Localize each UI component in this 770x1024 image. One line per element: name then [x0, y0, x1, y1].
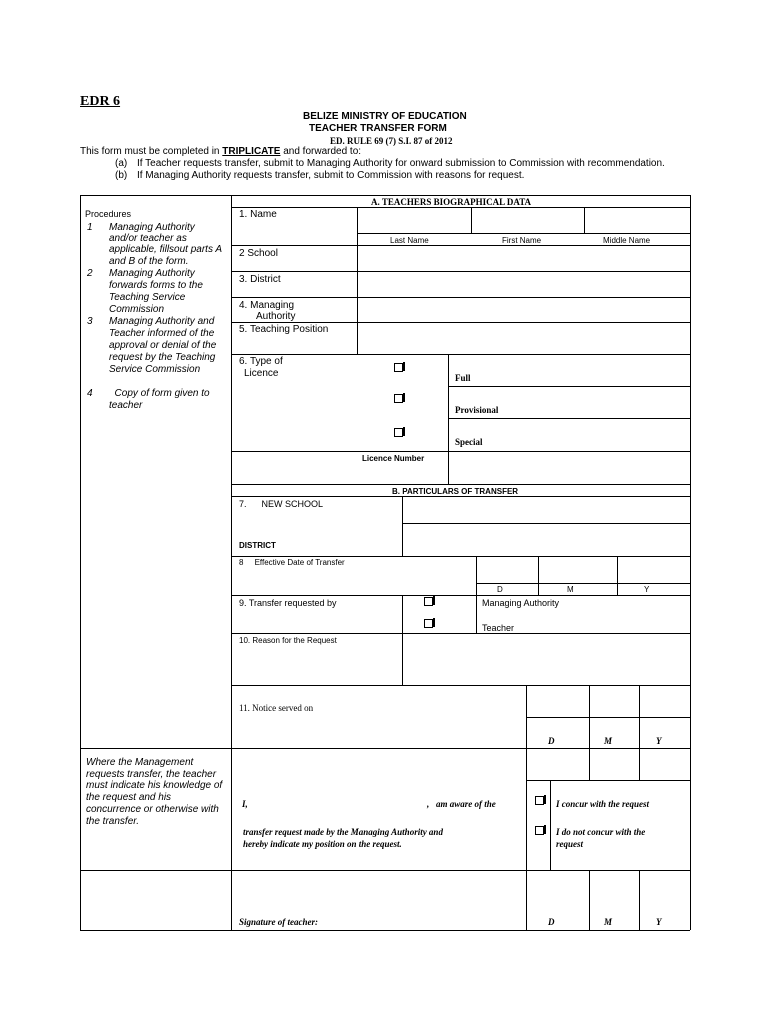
notice-month-caption: M [604, 736, 613, 746]
procedure-line: Commission [109, 304, 165, 315]
procedure-line: teacher [109, 400, 143, 411]
effective-year-field[interactable] [618, 557, 689, 582]
teacher-signature-field[interactable] [232, 871, 525, 915]
signature-day-caption: D [548, 917, 555, 927]
licence-full-checkbox[interactable] [394, 363, 403, 372]
signature-month-caption: M [604, 917, 613, 927]
intro-triplicate: TRIPLICATE [222, 146, 281, 157]
effective-date-label: 8 Effective Date of Transfer [239, 558, 345, 567]
effective-month-field[interactable] [539, 557, 616, 582]
licence-full-label: Full [455, 373, 471, 383]
section-b-heading: B. PARTICULARS OF TRANSFER [392, 487, 519, 496]
district-label: 3. District [239, 274, 281, 285]
procedure-line: and B of the form. [109, 256, 189, 267]
notice-day-field[interactable] [527, 686, 588, 716]
notice-month-field[interactable] [590, 686, 638, 716]
middle-name-label: Middle Name [603, 236, 651, 245]
requested-by-managing-checkbox[interactable] [424, 597, 433, 606]
procedure-line: request by the Teaching [109, 352, 216, 363]
intro-post: and forwarded to: [280, 146, 362, 157]
procedure-number: 3 [87, 316, 93, 327]
procedure-line: Managing Authority [109, 222, 195, 233]
licence-special-checkbox[interactable] [394, 428, 403, 437]
notice-label: 11. Notice served on [239, 703, 314, 713]
licence-type-label-2: Licence [244, 368, 279, 379]
procedure-line: approval or denial of the [109, 340, 217, 351]
middle-name-field[interactable] [585, 208, 689, 232]
procedure-line: Teaching Service [109, 292, 186, 303]
item-a-text: If Teacher requests transfer, submit to Managing Authority for onward submission to Commission with recommendation. [137, 158, 665, 169]
name-label: 1. Name [239, 209, 277, 220]
managing-authority-label: 4. Managing [239, 300, 295, 311]
concur-checkbox[interactable] [535, 796, 544, 805]
first-name-field[interactable] [472, 208, 583, 232]
intro-pre: This form must be completed in [80, 146, 223, 157]
note-line: requests transfer, the teacher [86, 769, 217, 780]
new-district-label: DISTRICT [239, 541, 276, 550]
school-field[interactable] [358, 246, 689, 270]
reason-label: 10. Reason for the Request [239, 636, 337, 645]
statement-line-2: transfer request made by the Managing Authority and [243, 827, 443, 837]
licence-number-field[interactable] [449, 452, 689, 483]
procedure-number: 1 [87, 222, 93, 233]
intro-text [80, 146, 361, 158]
teacher-name-field[interactable] [256, 796, 424, 810]
first-name-label: First Name [502, 236, 542, 245]
licence-provisional-checkbox[interactable] [394, 394, 403, 403]
procedure-line: Managing Authority and [109, 316, 215, 327]
procedure-line: Copy of form given to [109, 388, 210, 399]
effective-year-caption: Y [644, 585, 650, 594]
not-concur-checkbox[interactable] [535, 826, 544, 835]
procedure-line: and/or teacher as [109, 233, 187, 244]
not-concur-label: I do not concur with the [556, 827, 646, 837]
item-b-text: If Managing Authority requests transfer, submit to Commission with reasons for request. [137, 170, 525, 181]
last-name-field[interactable] [358, 208, 470, 232]
not-concur-label-2: request [556, 839, 583, 849]
signature-year-caption: Y [656, 917, 662, 927]
item-b-marker: (b) [115, 170, 128, 181]
form-code: EDR 6 [80, 94, 121, 109]
last-name-label: Last Name [390, 236, 429, 245]
notice-year-caption: Y [656, 736, 662, 746]
note-line: must indicate his knowledge of [86, 780, 223, 791]
licence-number-label: Licence Number [362, 454, 425, 463]
managing-authority-field[interactable] [358, 298, 689, 321]
reason-field[interactable] [403, 634, 689, 684]
new-district-field[interactable] [403, 524, 689, 555]
requested-by-label: 9. Transfer requested by [239, 598, 337, 608]
licence-special-label: Special [455, 437, 483, 447]
new-school-field[interactable] [403, 497, 689, 522]
school-label: 2 School [239, 248, 278, 259]
item-a-marker: (a) [115, 158, 128, 169]
teaching-position-label: 5. Teaching Position [239, 324, 329, 335]
note-line: Where the Management [86, 757, 194, 768]
ministry-title: BELIZE MINISTRY OF EDUCATION [303, 111, 467, 122]
requested-by-managing-label: Managing Authority [482, 598, 560, 608]
section-a-heading: A. TEACHERS BIOGRAPHICAL DATA [371, 197, 532, 207]
effective-day-caption: D [497, 585, 503, 594]
procedure-line: Service Commission [109, 364, 201, 375]
licence-provisional-label: Provisional [455, 405, 499, 415]
procedures-heading: Procedures [85, 209, 132, 219]
statement-aware: , am aware of the [427, 799, 496, 809]
teaching-position-field[interactable] [358, 323, 689, 353]
ed-rule: ED. RULE 69 (7) S.I. 87 of 2012 [330, 136, 453, 146]
requested-by-teacher-label: Teacher [482, 623, 515, 633]
concur-label: I concur with the request [556, 799, 650, 809]
note-line: the request and his [86, 792, 172, 803]
procedure-number: 2 [87, 268, 93, 279]
signature-label: Signature of teacher: [239, 917, 319, 927]
form-title: TEACHER TRANSFER FORM [309, 123, 447, 134]
requested-by-teacher-checkbox[interactable] [424, 619, 433, 628]
procedure-number: 4 [87, 388, 93, 399]
signature-month-field[interactable] [590, 871, 638, 915]
procedure-line: Managing Authority [109, 268, 195, 279]
effective-month-caption: M [567, 585, 574, 594]
note-line: the transfer. [86, 816, 139, 827]
notice-day-caption: D [548, 736, 555, 746]
note-line: concurrence or otherwise with [86, 804, 219, 815]
procedure-line: applicable, fillsout parts A [109, 244, 223, 255]
procedure-line: Teacher informed of the [109, 328, 215, 339]
licence-type-label: 6. Type of [239, 356, 283, 367]
procedure-line: forwards forms to the [109, 280, 203, 291]
statement-i: I, [242, 799, 248, 809]
signature-day-field[interactable] [527, 871, 588, 915]
statement-line-3: hereby indicate my position on the request. [243, 839, 402, 849]
notice-year-field[interactable] [640, 686, 689, 716]
managing-authority-label-2: Authority [256, 311, 296, 322]
district-field[interactable] [358, 272, 689, 296]
signature-year-field[interactable] [640, 871, 689, 915]
effective-day-field[interactable] [477, 557, 537, 582]
new-school-label: 7. NEW SCHOOL [239, 499, 324, 509]
